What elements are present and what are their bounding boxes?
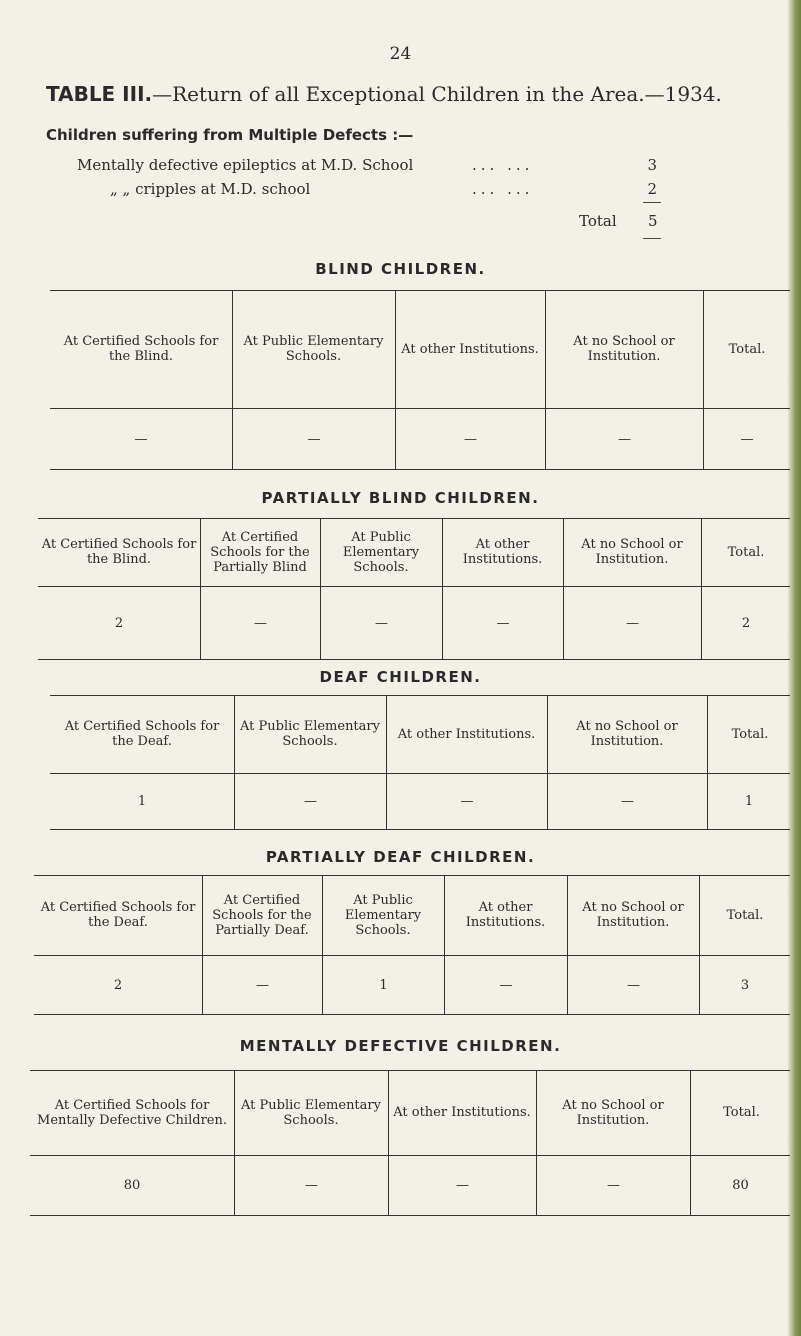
column-header: At no School or Institution.: [576, 719, 678, 749]
table-cell: —: [256, 977, 269, 993]
column-header: At Public Elementary Schools.: [241, 1097, 381, 1128]
table-cell: 3: [740, 977, 750, 993]
table-cell: 1: [744, 794, 754, 809]
partially-deaf-table: [34, 875, 790, 1015]
partially-blind-section-title: PARTIALLY BLIND CHILDREN.: [261, 489, 540, 507]
column-header: At Public Elementary Schools.: [240, 719, 380, 749]
table-cell: —: [460, 794, 474, 809]
multiple-defects-row: [110, 180, 657, 200]
table-cell: —: [740, 431, 754, 447]
column-header: Total.: [727, 544, 765, 560]
column-header: At no School or Institution.: [562, 1097, 664, 1128]
table-cell: —: [626, 615, 639, 631]
row-value: 2: [647, 180, 657, 198]
row-label: Mentally defective epileptics at M.D. School: [77, 156, 414, 174]
column-header: At no School or Institution.: [582, 900, 684, 930]
table-cell: 1: [137, 794, 147, 809]
table-rule: [50, 829, 790, 830]
table-rule: [50, 469, 790, 470]
column-header: At Public Elementary Schools.: [342, 529, 420, 575]
deaf-table: [50, 695, 790, 830]
column-header: Total.: [726, 907, 764, 923]
column-header: Total.: [728, 341, 766, 357]
partially-blind-table: [38, 518, 790, 660]
table-cell: —: [307, 431, 321, 447]
total-label: Total: [579, 212, 617, 230]
sum-rule: [643, 202, 661, 203]
multiple-defects-row: [77, 156, 657, 176]
mentally-defective-table: [30, 1070, 790, 1216]
column-header: At Certified Schools for the Partially Deaf.: [212, 892, 312, 938]
column-header: At Certified Schools for the Deaf.: [40, 900, 196, 930]
row-label: „ „ cripples at M.D. school: [110, 180, 311, 198]
table-cell: —: [496, 615, 510, 631]
column-header: At Certified Schools for Mentally Defective Children.: [37, 1097, 227, 1128]
table-title: [46, 82, 722, 106]
table-cell: 80: [732, 1178, 749, 1193]
table-rule: [30, 1215, 790, 1216]
column-header: At Public Elementary Schools.: [243, 334, 384, 364]
table-cell: —: [607, 1178, 620, 1193]
blind-section-title: BLIND CHILDREN.: [315, 260, 486, 278]
mentally-defective-section-title: MENTALLY DEFECTIVE CHILDREN.: [239, 1037, 562, 1055]
column-header: At Certified Schools for the Blind.: [41, 537, 197, 567]
table-cell: —: [305, 1178, 318, 1193]
table-cell: —: [304, 794, 317, 809]
column-header: At Certified Schools for the Partially Blind: [210, 529, 310, 575]
blind-table: [50, 290, 790, 470]
table-cell: —: [499, 977, 513, 993]
row-dots: ... ...: [472, 156, 534, 174]
table-title-text: —Return of all Exceptional Children in the Area.—1934.: [152, 82, 722, 106]
column-header: At other Institutions.: [465, 900, 546, 930]
table-cell: 2: [114, 615, 124, 631]
row-value: 3: [647, 156, 657, 174]
row-dots: ... ...: [472, 180, 534, 198]
table-cell: 80: [123, 1178, 141, 1193]
column-header: At no School or Institution.: [581, 537, 683, 567]
page-number: 24: [389, 44, 412, 64]
total-value: 5: [648, 212, 658, 230]
table-cell: 2: [741, 615, 751, 631]
table-cell: —: [456, 1178, 469, 1193]
table-cell: 1: [379, 977, 388, 993]
table-label: TABLE III.: [46, 82, 153, 106]
column-header: At Certified Schools for the Deaf.: [64, 719, 220, 749]
column-header: At other Institutions.: [462, 537, 543, 567]
deaf-section-title: DEAF CHILDREN.: [319, 668, 482, 686]
column-header: Total.: [723, 1105, 760, 1120]
column-header: At other Institutions.: [397, 726, 536, 742]
column-header: Total.: [731, 726, 769, 742]
table-rule: [34, 1014, 790, 1015]
table-rule: [38, 659, 790, 660]
column-header: At other Institutions.: [401, 341, 539, 357]
table-cell: —: [375, 615, 388, 631]
column-header: At Public Elementary Schools.: [344, 892, 422, 938]
table-cell: —: [618, 431, 631, 447]
table-cell: —: [621, 794, 634, 809]
table-cell: —: [254, 615, 267, 631]
column-header: At other Institutions.: [393, 1105, 531, 1120]
table-cell: —: [627, 977, 640, 993]
column-header: At no School or Institution.: [573, 334, 675, 364]
multiple-defects-heading: Children suffering from Multiple Defects :—: [46, 126, 414, 144]
table-cell: —: [134, 431, 148, 447]
sum-rule: [643, 238, 661, 239]
column-header: At Certified Schools for the Blind.: [63, 334, 219, 364]
partially-deaf-section-title: PARTIALLY DEAF CHILDREN.: [265, 848, 536, 866]
table-cell: —: [464, 431, 477, 447]
table-cell: 2: [113, 977, 123, 993]
